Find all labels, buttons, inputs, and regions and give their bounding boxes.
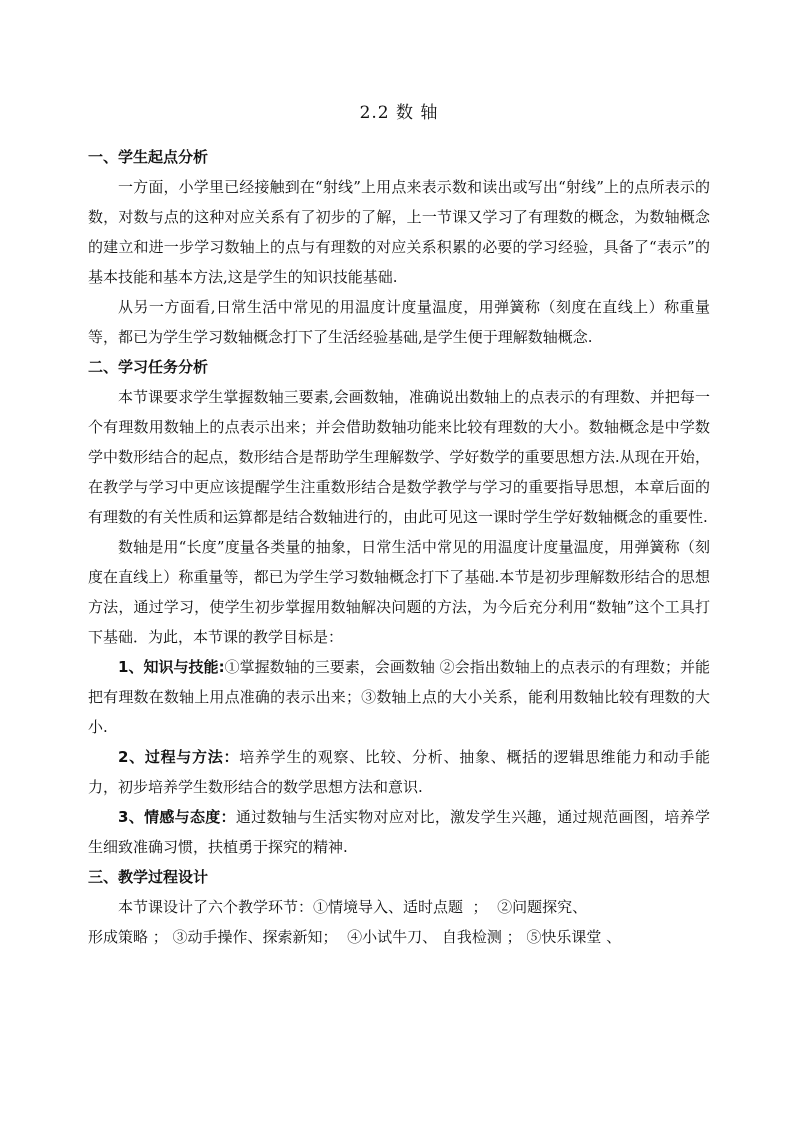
goal-text: ①掌握数轴的三要素，会画数轴 ②会指出数轴上的点表示的有理数；并能把有理数在数轴上用点准确的表示出来；③数轴上点的大小关系，能利用数轴比较有理数的大小. [88, 658, 710, 736]
paragraph: 本节课要求学生掌握数轴三要素,会画数轴，准确说出数轴上的点表示的有理数、并把每一个有理数用数轴上的点表示出来；并会借助数轴功能来比较有理数的大小。数轴概念是中学数学中数形结合的起点，数形结合是帮助学生理解数学、学好数学的重要思想方法.从现在开始，在教学与学习中更应该提醒学生注重数形结合是数学教学与学习的重要指导思想，本章后面的有理数的有关性质和运算都是结合数轴进行的，由此可见这一课时学生学好数轴概念的重要性. [88, 388, 710, 526]
steps-line: 本节课设计了六个教学环节：①情境导入、适时点题 ； ②问题探究、 [118, 898, 588, 916]
section-heading-student-analysis: 一、学生起点分析 [88, 148, 209, 166]
goal-process-methods [88, 742, 710, 802]
paragraph: 一方面，小学里已经接触到在“射线”上用点来表示数和读出或写出“射线”上的点所表示的数，对数与点的这种对应关系有了初步的了解，上一节课又学习了有理数的概念，为数轴概念的建立和进一步学习数轴上的点与有理数的对应关系积累的必要的学习经验，具备了“表示”的基本技能和基本方法,这是学生的知识技能基础. [88, 178, 710, 286]
goal-knowledge-skills [88, 652, 710, 742]
document-page [88, 100, 710, 952]
paragraph: 从另一方面看,日常生活中常见的用温度计度量温度，用弹簧称（刻度在直线上）称重量等，都已为学生学习数轴概念打下了生活经验基础,是学生便于理解数轴概念. [88, 298, 710, 346]
paragraph: 数轴是用“长度”度量各类量的抽象，日常生活中常见的用温度计度量温度，用弹簧称（刻度在直线上）称重量等，都已为学生学习数轴概念打下了基础.本节是初步理解数形结合的思想方法，通过学习，使学生初步掌握用数轴解决问题的方法，为今后充分利用“数轴”这个工具打下基础．为此，本节课的教学目标是： [88, 538, 710, 646]
goal-text: 通过数轴与生活实物对应对比，激发学生兴趣，通过规范画图，培养学生细致准确习惯，扶植勇于探究的精神. [88, 808, 710, 856]
document-title: 2.2 数 轴 [359, 103, 439, 123]
goal-emotion-attitude [88, 802, 710, 862]
section-heading-teaching-process: 三、教学过程设计 [88, 868, 209, 886]
goal-label: 1、知识与技能: [118, 658, 225, 676]
section-heading-task-analysis: 二、学习任务分析 [88, 358, 209, 376]
steps-line: 形成策略 ； ③动手操作、探索新知； ④小试牛刀、 自我检测 ； ⑤快乐课堂 、 [88, 928, 622, 946]
goal-text: 培养学生的观察、比较、分析、抽象、概括的逻辑思维能力和动手能力，初步培养学生数形结合的数学思想方法和意识. [88, 748, 710, 796]
goal-label: 2、过程与方法： [118, 748, 240, 766]
goal-label: 3、情感与态度： [118, 808, 236, 826]
